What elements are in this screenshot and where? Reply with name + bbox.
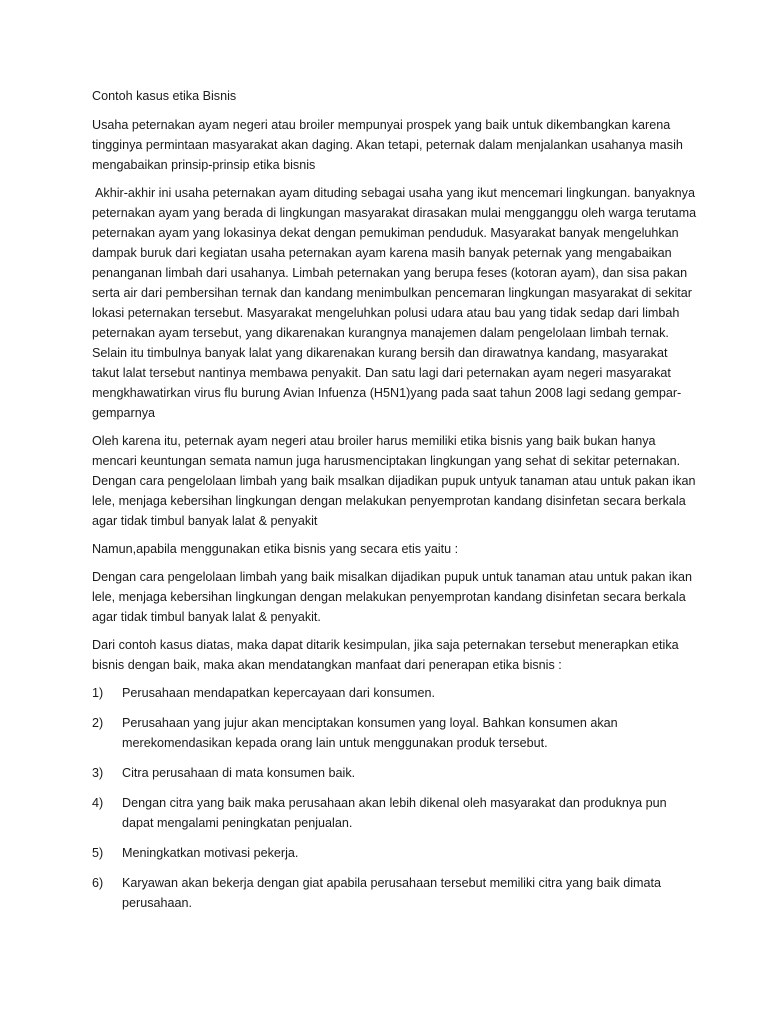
- list-item: [92, 763, 698, 783]
- list-item-text: Citra perusahaan di mata konsumen baik.: [122, 766, 356, 780]
- list-item-number: 6): [92, 876, 104, 890]
- list-item-number: 4): [92, 796, 104, 810]
- list-item-text: Perusahaan mendapatkan kepercayaan dari konsumen.: [122, 686, 435, 700]
- list-item: [92, 683, 698, 703]
- list-item: [92, 843, 698, 863]
- list-item: [92, 793, 698, 833]
- list-item-number: 3): [92, 766, 104, 780]
- list-item: [92, 713, 698, 753]
- document-title: Contoh kasus etika Bisnis: [92, 89, 237, 103]
- list-item: [92, 873, 698, 913]
- list-item-text: Meningkatkan motivasi pekerja.: [122, 846, 299, 860]
- list-item-number: 2): [92, 716, 104, 730]
- benefits-list: [92, 683, 698, 913]
- list-item-number: 1): [92, 686, 104, 700]
- paragraph-ethics-method: Dengan cara pengelolaan limbah yang baik misalkan dijadikan pupuk untuk tanaman atau untuk pakan ikan lele, menjaga kebersihan lingkungan dengan melakukan penyemprotan kandang disinfetan secara berkala agar tidak timbul banyak lalat & penyakit.: [92, 570, 693, 624]
- paragraph-ethics-lead: Namun,apabila menggunakan etika bisnis yang secara etis yaitu :: [92, 542, 459, 556]
- paragraph-conclusion: Dari contoh kasus diatas, maka dapat ditarik kesimpulan, jika saja peternakan tersebut menerapkan etika bisnis dengan baik, maka akan mendatangkan manfaat dari penerapan etika bisnis :: [92, 638, 679, 672]
- paragraph-solution: Oleh karena itu, peternak ayam negeri atau broiler harus memiliki etika bisnis yang baik bukan hanya mencari keuntungan semata namun juga harusmenciptakan lingkungan yang sehat di sekitar peternakan. Dengan cara pengelolaan limbah yang baik msalkan dijadikan pupuk untyuk tanaman atau untuk pakan ikan lele, menjaga kebersihan lingkungan dengan melakukan penyemprotan kandang disinfetan secara berkala agar tidak timbul banyak lalat & penyakit: [92, 434, 696, 528]
- list-item-text: Perusahaan yang jujur akan menciptakan konsumen yang loyal. Bahkan konsumen akan merekomendasikan kepada orang lain untuk menggunakan produk tersebut.: [122, 716, 618, 750]
- paragraph-intro: Usaha peternakan ayam negeri atau broiler mempunyai prospek yang baik untuk dikembangkan karena tingginya permintaan masyarakat akan daging. Akan tetapi, peternak dalam menjalankan usahanya masih mengabaikan prinsip-prinsip etika bisnis: [92, 118, 683, 172]
- list-item-text: Karyawan akan bekerja dengan giat apabila perusahaan tersebut memiliki citra yang baik dimata perusahaan.: [122, 876, 662, 910]
- list-item-number: 5): [92, 846, 104, 860]
- list-item-text: Dengan citra yang baik maka perusahaan akan lebih dikenal oleh masyarakat dan produknya pun dapat mengalami peningkatan penjualan.: [122, 796, 667, 830]
- paragraph-problem: Akhir-akhir ini usaha peternakan ayam dituding sebagai usaha yang ikut mencemari lingkungan. banyaknya peternakan ayam yang berada di lingkungan masyarakat dirasakan mulai mengganggu oleh warga terutama peternakan ayam yang lokasinya dekat dengan pemukiman penduduk. Masyarakat banyak mengeluhkan dampak buruk dari kegiatan usaha peternakan ayam karena masih banyak peternak yang mengabaikan penanganan limbah dari usahanya. Limbah peternakan yang berupa feses (kotoran ayam), dan sisa pakan serta air dari pembersihan ternak dan kandang menimbulkan pencemaran lingkungan masyarakat di sekitar lokasi peternakan tersebut. Masyarakat mengeluhkan polusi udara atau bau yang tidak sedap dari limbah peternakan ayam tersebut, yang dikarenakan kurangnya manajemen dalam pengelolaan limbah ternak. Selain itu timbulnya banyak lalat yang dikarenakan kurang bersih dan dirawatnya kandang, masyarakat takut lalat tersebut nantinya membawa penyakit. Dan satu lagi dari peternakan ayam negeri masyarakat mengkhawatirkan virus flu burung Avian Infuenza (H5N1)yang pada saat tahun 2008 lagi sedang gempar-gemparnya: [92, 186, 697, 420]
